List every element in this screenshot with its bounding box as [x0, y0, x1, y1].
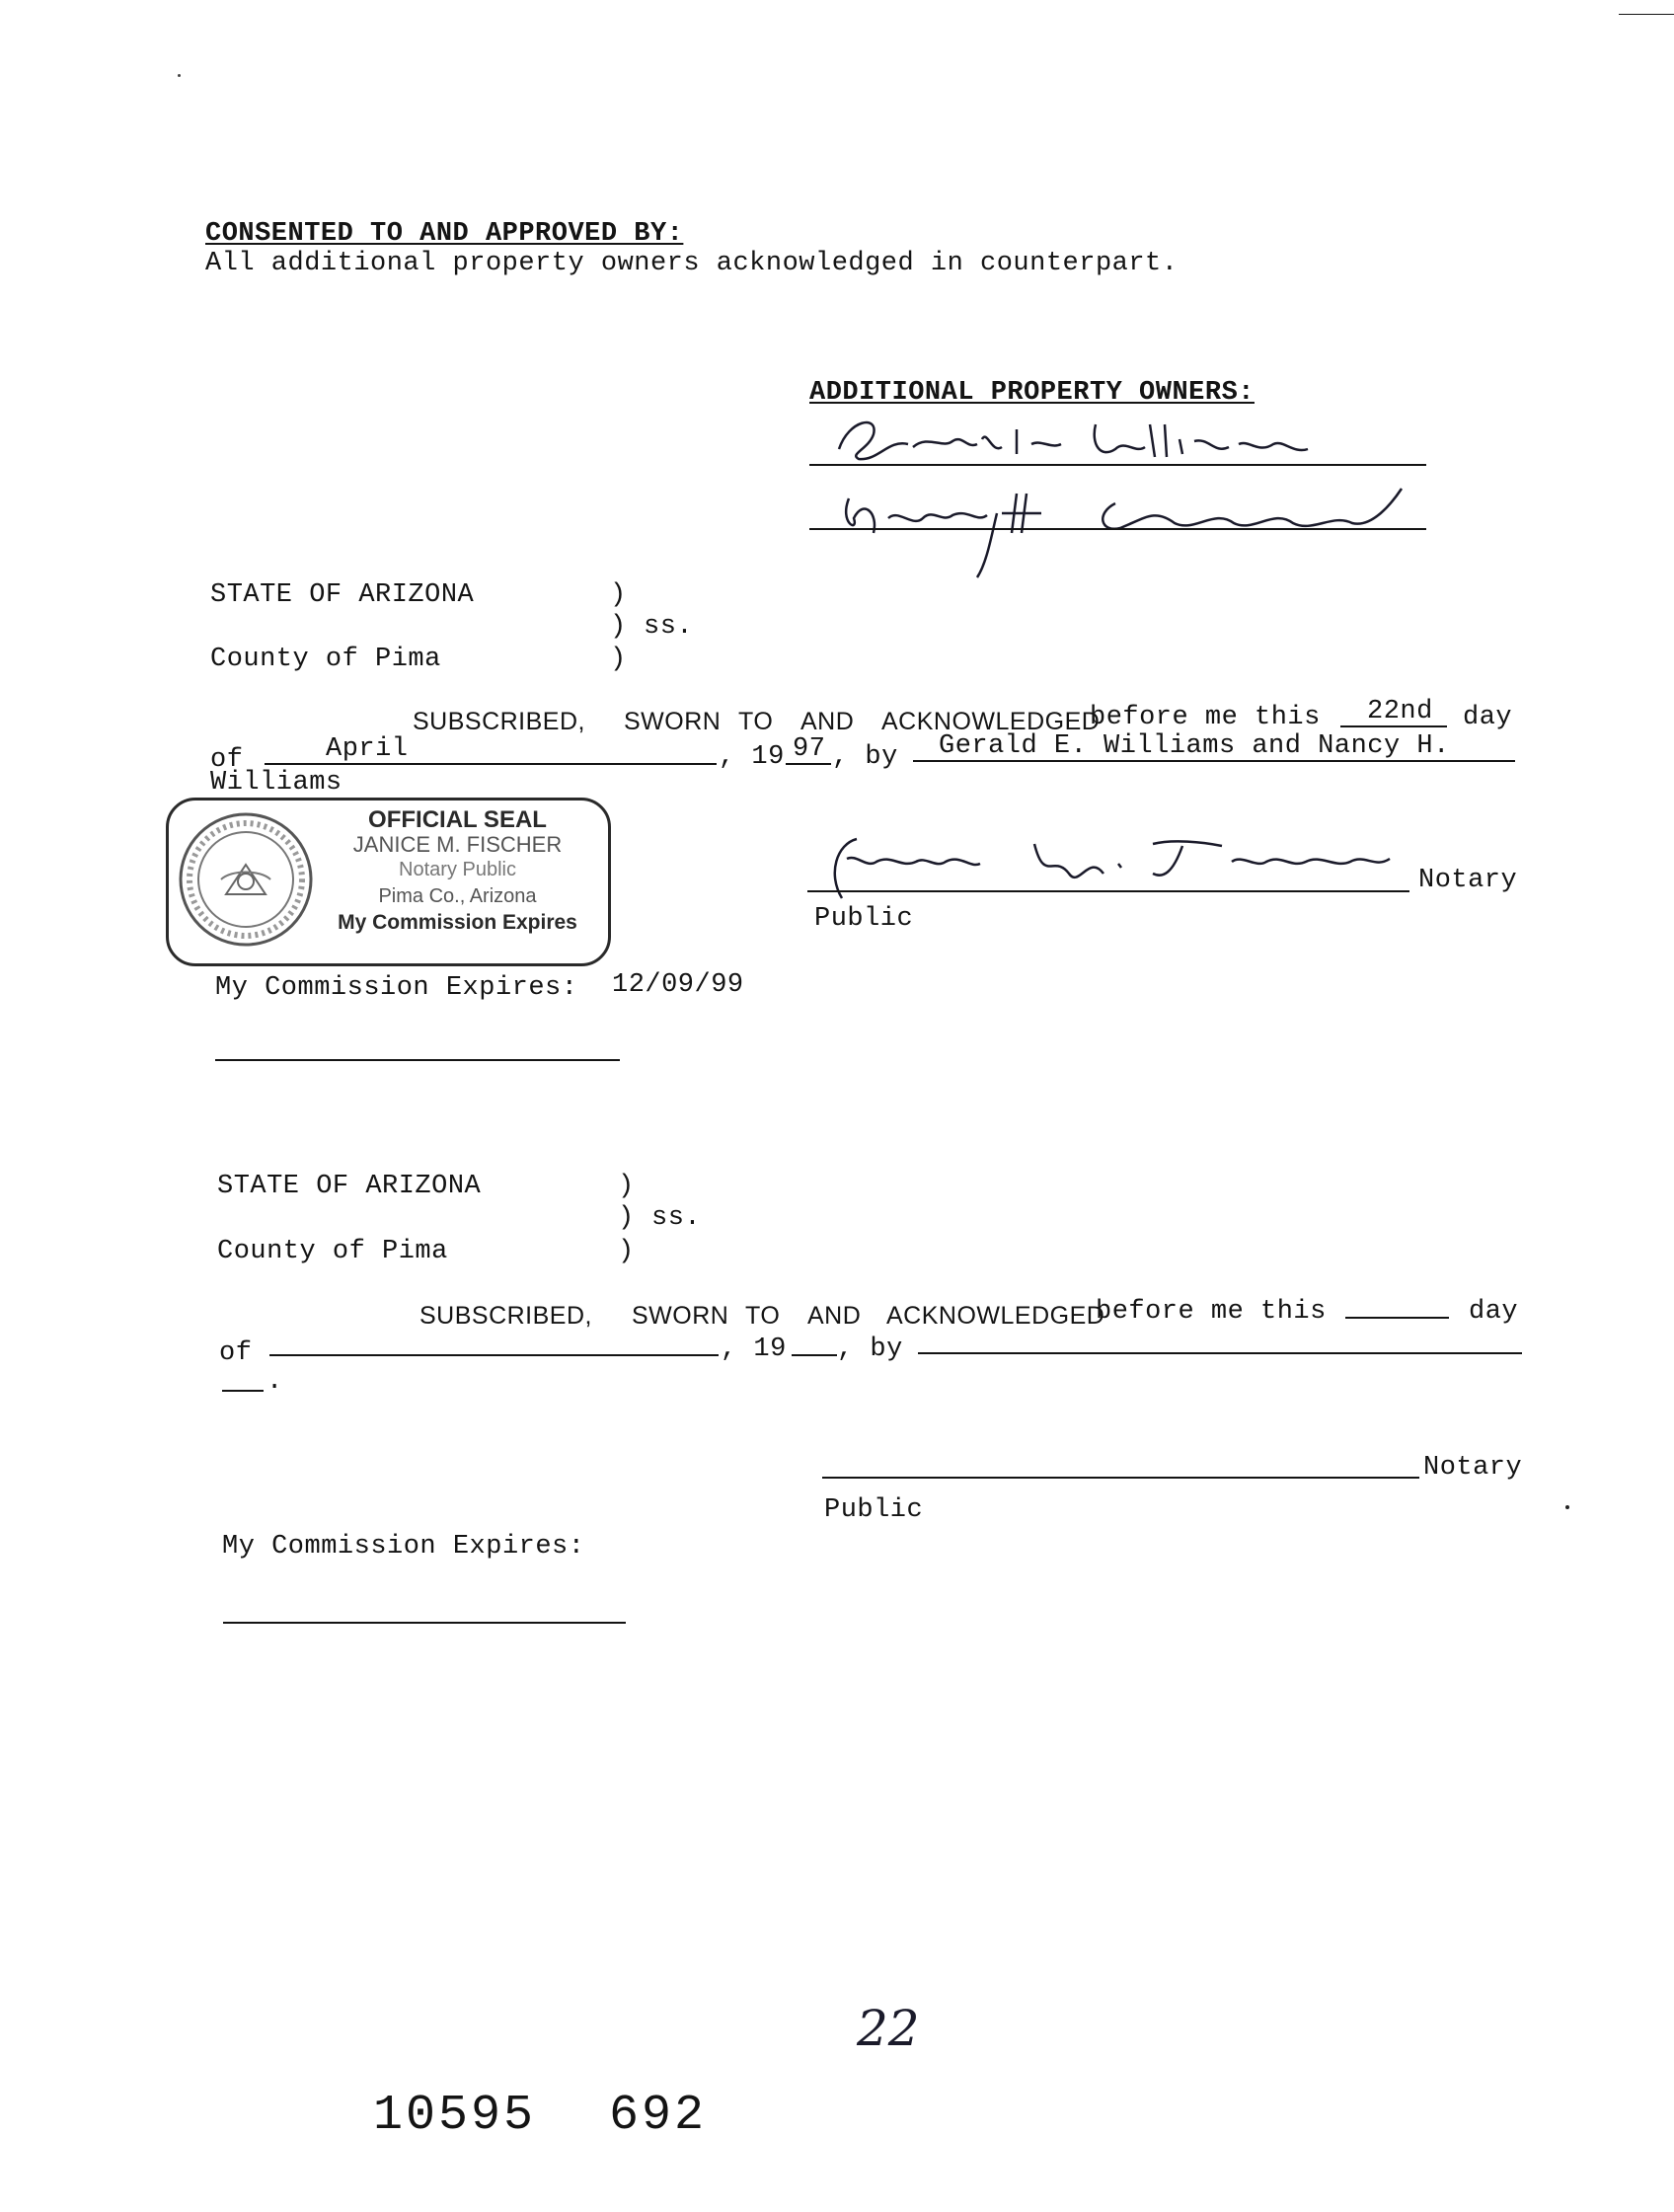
owner-signature-1	[819, 410, 1431, 469]
state-label-1: STATE OF ARIZONA	[210, 580, 475, 610]
month-value-1: April	[326, 734, 409, 764]
by-label-2: , by	[837, 1335, 903, 1364]
year-prefix-1: , 19	[719, 742, 785, 772]
paren-1a: )	[610, 580, 627, 610]
scan-mark-top-right	[1619, 14, 1674, 15]
end-mark-2: .	[266, 1367, 283, 1397]
day-line-1	[1340, 725, 1447, 727]
public-label-1: Public	[814, 904, 914, 934]
notary-signature-line-2	[822, 1477, 1419, 1479]
seal-line-2: JANICE M. FISCHER	[352, 832, 563, 857]
scan-speck	[1565, 1505, 1569, 1509]
names-line-2	[918, 1352, 1522, 1354]
to-word-1: TO	[738, 708, 774, 735]
seal-line-5: My Commission Expires	[338, 911, 577, 934]
acknowledged-word-1: ACKNOWLEDGED	[881, 708, 1101, 735]
seal-line-3: Notary Public	[399, 859, 516, 880]
day-label-2: day	[1469, 1297, 1519, 1327]
to-word-2: TO	[745, 1302, 781, 1330]
paren-1c: )	[610, 645, 627, 674]
public-label-2: Public	[824, 1495, 924, 1525]
scan-speck	[178, 74, 181, 77]
seal-line-1: OFFICIAL SEAL	[368, 806, 547, 833]
year-prefix-2: , 19	[721, 1335, 787, 1364]
before-text-1: before me this	[1090, 703, 1321, 732]
month-line-1	[265, 763, 717, 765]
owner-signature-2	[819, 474, 1451, 592]
day-line-2	[1345, 1317, 1449, 1319]
day-value-1: 22nd	[1367, 697, 1433, 726]
owner-signature-line-1	[809, 464, 1426, 466]
notary-seal	[166, 798, 611, 966]
seal-line-4: Pima Co., Arizona	[378, 885, 537, 907]
paren-2a: )	[618, 1172, 635, 1201]
before-text-2: before me this	[1096, 1297, 1327, 1327]
year-value-1: 97	[793, 734, 826, 764]
year-line-2	[792, 1354, 837, 1356]
owner-signature-line-2	[809, 528, 1426, 530]
sworn-word-1: SWORN	[624, 708, 722, 735]
paren-2c: )	[618, 1237, 635, 1266]
paren-1b: )	[610, 612, 627, 642]
notary-label-2: Notary	[1423, 1453, 1523, 1483]
acknowledged-word-2: ACKNOWLEDGED	[886, 1302, 1105, 1330]
names-cont-1: Williams	[210, 768, 342, 798]
doc-number: 10595	[373, 2088, 537, 2144]
day-label-1: day	[1463, 703, 1513, 732]
ss-label-1: ss.	[644, 612, 694, 642]
commission-value-1: 12/09/99	[612, 970, 744, 1000]
subscribed-word-1: SUBSCRIBED,	[413, 708, 585, 735]
consent-text: All additional property owners acknowledged in counterpart.	[205, 249, 1179, 278]
commission-line-1	[215, 1059, 620, 1061]
seal-emblem	[177, 810, 315, 949]
and-word-2: AND	[807, 1302, 862, 1330]
ss-label-2: ss.	[651, 1203, 702, 1233]
names-line-1	[913, 760, 1515, 762]
consent-title: CONSENTED TO AND APPROVED BY:	[205, 219, 684, 249]
county-label-2: County of Pima	[217, 1237, 448, 1266]
of-label-2: of	[219, 1338, 253, 1368]
state-label-2: STATE OF ARIZONA	[217, 1172, 482, 1201]
commission-label-2: My Commission Expires:	[222, 1532, 585, 1562]
handwritten-page-mark: 22	[857, 2000, 920, 2057]
subscribed-word-2: SUBSCRIBED,	[419, 1302, 592, 1330]
year-line-1	[786, 763, 831, 765]
notary-label-1: Notary	[1418, 866, 1518, 895]
page-number: 692	[609, 2088, 708, 2144]
names-value-1: Gerald E. Williams and Nancy H.	[939, 731, 1450, 761]
commission-label-1: My Commission Expires:	[215, 973, 578, 1003]
month-line-2	[269, 1354, 719, 1356]
sworn-word-2: SWORN	[632, 1302, 729, 1330]
names-cont-line-2	[222, 1390, 264, 1392]
county-label-1: County of Pima	[210, 645, 441, 674]
notary-signature-line-1	[807, 890, 1409, 892]
of-label-1: of	[210, 745, 244, 775]
and-word-1: AND	[800, 708, 855, 735]
paren-2b: )	[618, 1203, 635, 1233]
owners-title: ADDITIONAL PROPERTY OWNERS:	[809, 378, 1255, 408]
by-label-1: , by	[832, 742, 898, 772]
commission-line-2	[223, 1622, 626, 1624]
